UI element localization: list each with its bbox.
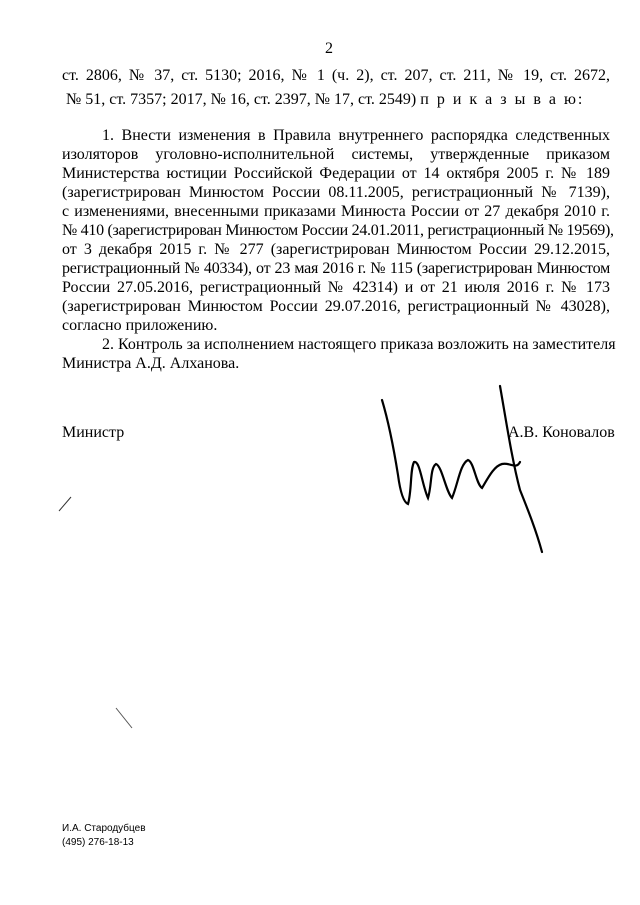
order-verb: п р и к а з ы в а ю: [420, 91, 585, 108]
scan-mark [114, 706, 134, 730]
paragraph-1-line-10: (зарегистрирован Минюстом России 29.07.2016, регистрационный № 43028), [62, 298, 610, 315]
paragraph-1-line-11: согласно приложению. [62, 317, 218, 334]
executor-phone: (495) 276-18-13 [62, 837, 134, 848]
signature-title: Министр [62, 424, 125, 441]
paragraph-1-line-5: с изменениями, внесенными приказами Минюста России от 27 декабря 2010 г. [62, 203, 610, 220]
paragraph-1-line-2: изоляторов уголовно-исполнительной системы, утвержденные приказом [62, 146, 610, 163]
preamble-citation: № 51, ст. 7357; 2017, № 16, ст. 2397, № 17, ст. 2549) [66, 91, 417, 108]
paragraph-1-line-3: Министерства юстиции Российской Федерации от 14 октября 2005 г. № 189 [62, 165, 610, 182]
paragraph-1-line-6: № 410 (зарегистрирован Минюстом России 24.01.2011, регистрационный № 19569), [62, 222, 614, 239]
paragraph-1-line-1: 1. Внести изменения в Правила внутреннего распорядка следственных [102, 127, 610, 144]
handwritten-signature [370, 380, 560, 560]
paragraph-2-line-2: Министра А.Д. Алханова. [62, 355, 240, 372]
paragraph-1-line-8: регистрационный № 40334), от 23 мая 2016 г. № 115 (зарегистрирован Минюстом [62, 260, 610, 277]
signature-name: А.В. Коновалов [508, 424, 615, 441]
preamble-line-2 [66, 90, 614, 109]
page-number: 2 [325, 40, 333, 57]
paragraph-1-line-9: России 27.05.2016, регистрационный № 42314) и от 21 июля 2016 г. № 173 [62, 279, 610, 296]
preamble-line-1: ст. 2806, № 37, ст. 5130; 2016, № 1 (ч. 2), ст. 207, ст. 211, № 19, ст. 2672, [62, 67, 610, 84]
paragraph-1-line-4: (зарегистрирован Минюстом России 08.11.2005, регистрационный № 7139), [62, 184, 610, 201]
paragraph-1-line-7: от 3 декабря 2015 г. № 277 (зарегистрирован Минюстом России 29.12.2015, [62, 241, 610, 258]
executor-name: И.А. Стародубцев [62, 823, 146, 834]
scan-mark [58, 496, 72, 512]
paragraph-2-line-1: 2. Контроль за исполнением настоящего приказа возложить на заместителя [102, 336, 616, 353]
